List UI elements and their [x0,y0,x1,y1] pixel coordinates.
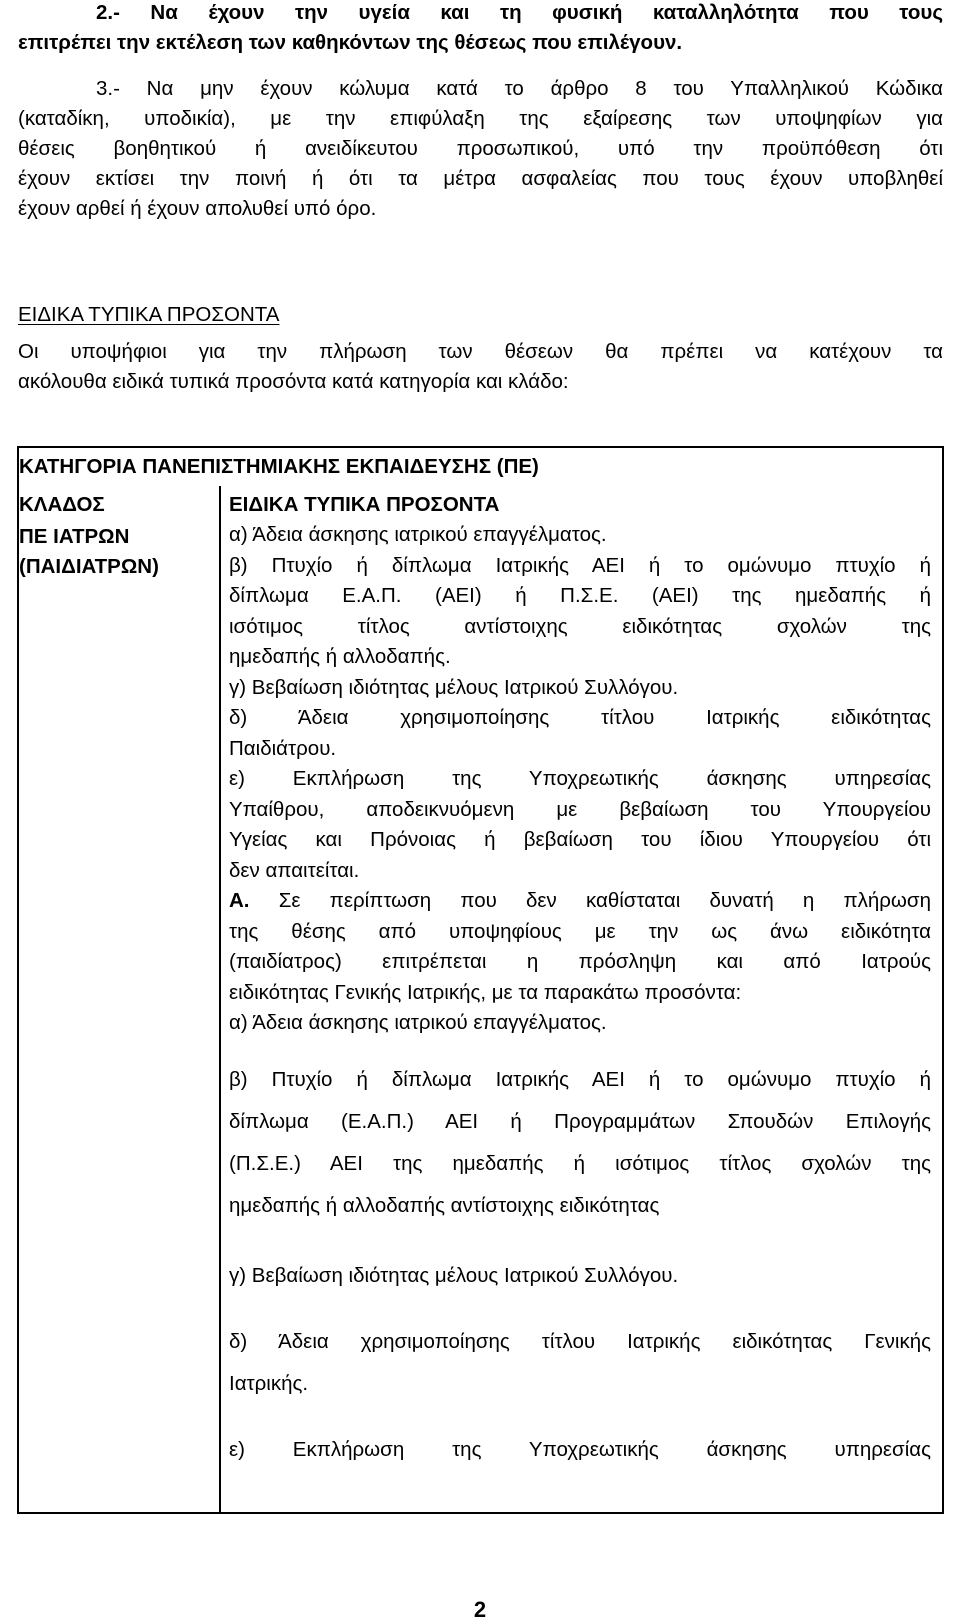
qualification-line: β) Πτυχίο ή δίπλωμα Ιατρικής ΑΕΙ ή το ομώνυμο πτυχίο ή [229,1067,931,1091]
branch-specialty: (ΠΑΙΔΙΑΤΡΩΝ) [19,555,159,578]
qualification-line [229,886,931,917]
qualification-line: δίπλωμα (Ε.Α.Π.) ΑΕΙ ή Προγραμμάτων Σπουδών Επιλογής [229,1109,931,1133]
qualification-line: Παιδιάτρου. [229,736,337,760]
qualification-line: (παιδίατρος) επιτρέπεται η πρόσληψη και από Ιατρούς [229,950,931,973]
spacer [229,1039,931,1059]
text-line: επιτρέπει την εκτέλεση των καθηκόντων της θέσεως που επιλέγουν. [18,31,683,54]
page-number: 2 [473,1597,487,1622]
category-title: ΚΑΤΗΓΟΡΙΑ ΠΑΝΕΠΙΣΤΗΜΙΑΚΗΣ ΕΚΠΑΙΔΕΥΣΗΣ (ΠΕ) [19,455,539,478]
intro-paragraph [18,337,943,397]
qualification-line: ε) Εκπλήρωση της Υποχρεωτικής άσκησης υπηρεσίας [229,1437,931,1461]
qualification-line: γ) Βεβαίωση ιδιότητας μέλους Ιατρικού Συλλόγου. [229,1263,679,1287]
spacer [229,1405,931,1429]
qualification-line: ημεδαπής ή αλλοδαπής. [229,645,451,668]
text-line: έχουν αρθεί ή έχουν απολυθεί υπό όρο. [18,197,377,220]
qualification-line: α) Άδεια άσκησης ιατρικού επαγγέλματος. [229,523,607,546]
text-line: 2.- Να έχουν την υγεία και τη φυσική καταλληλότητα που τους [96,1,943,24]
qualification-line: δίπλωμα Ε.Α.Π. (ΑΕΙ) ή Π.Σ.Ε. (ΑΕΙ) της ημεδαπής ή [229,584,931,607]
qualifications-cell [229,520,931,1471]
qualification-line: Υπαίθρου, αποδεικνυόμενη με βεβαίωση του Υπουργείου [229,797,931,821]
qualification-line: α) Άδεια άσκησης ιατρικού επαγγέλματος. [229,1011,607,1034]
column-divider [219,486,221,1514]
requirement-item-3 [18,74,943,224]
text-line: Οι υποψήφιοι για την πλήρωση των θέσεων θα πρέπει να κατέχουν τα [18,340,943,363]
text-line: ακόλουθα ειδικά τυπικά προσόντα κατά κατηγορία και κλάδο: [18,370,569,393]
section-heading: ΕΙΔΙΚΑ ΤΥΠΙΚΑ ΠΡΟΣΟΝΤΑ [18,303,280,326]
qualification-line: Ιατρικής. [229,1371,309,1395]
requirement-item-2 [18,0,943,58]
alternative-label: Α. [229,889,250,912]
text-line: 3.- Να μην έχουν κώλυμα κατά το άρθρο 8 του Υπαλληλικού Κώδικα [96,77,943,100]
qualification-line: δεν απαιτείται. [229,858,360,882]
alternative-text: Σε περίπτωση που δεν καθίσταται δυνατή η πλήρωση [278,889,931,912]
qualification-line: δ) Άδεια χρησιμοποίησης τίτλου Ιατρικής ειδικότητας Γενικής [229,1329,931,1353]
branch-cell [19,522,159,582]
qualifications-table [17,446,944,1514]
spacer [229,1227,931,1255]
qualification-line: ισότιμος τίτλος αντίστοιχης ειδικότητας σχολών της [229,614,931,638]
text-line: (καταδίκη, υποδικία), με την επιφύλαξη της εξαίρεσης των υποψηφίων για [18,107,943,130]
qualification-line: β) Πτυχίο ή δίπλωμα Ιατρικής ΑΕΙ ή το ομώνυμο πτυχίο ή [229,553,931,577]
qualification-line: (Π.Σ.Ε.) ΑΕΙ της ημεδαπής ή ισότιμος τίτλος σχολών της [229,1151,931,1175]
text-line: έχουν εκτίσει την ποινή ή ότι τα μέτρα ασφαλείας που τους έχουν υποβληθεί [18,167,943,190]
spacer [229,1297,931,1321]
qualification-line: γ) Βεβαίωση ιδιότητας μέλους Ιατρικού Συλλόγου. [229,675,679,699]
branch-column-header: ΚΛΑΔΟΣ [19,493,105,516]
qualification-line: ε) Εκπλήρωση της Υποχρεωτικής άσκησης υπηρεσίας [229,767,931,790]
qualifications-column-header: ΕΙΔΙΚΑ ΤΥΠΙΚΑ ΠΡΟΣΟΝΤΑ [229,493,500,516]
text-line: θέσεις βοηθητικού ή ανειδίκευτου προσωπικού, υπό την προϋπόθεση ότι [18,137,943,160]
qualification-line: δ) Άδεια χρησιμοποίησης τίτλου Ιατρικής ειδικότητας [229,706,931,729]
branch-name: ΠΕ ΙΑΤΡΩΝ [19,525,130,548]
qualification-line: ειδικότητας Γενικής Ιατρικής, με τα παρακάτω προσόντα: [229,980,742,1004]
qualification-line: ημεδαπής ή αλλοδαπής αντίστοιχης ειδικότητας [229,1193,660,1217]
qualification-line: Υγείας και Πρόνοιας ή βεβαίωση του ίδιου Υπουργείου ότι [229,828,931,851]
qualification-line: της θέσης από υποψηφίους με την ως άνω ειδικότητα [229,919,931,943]
